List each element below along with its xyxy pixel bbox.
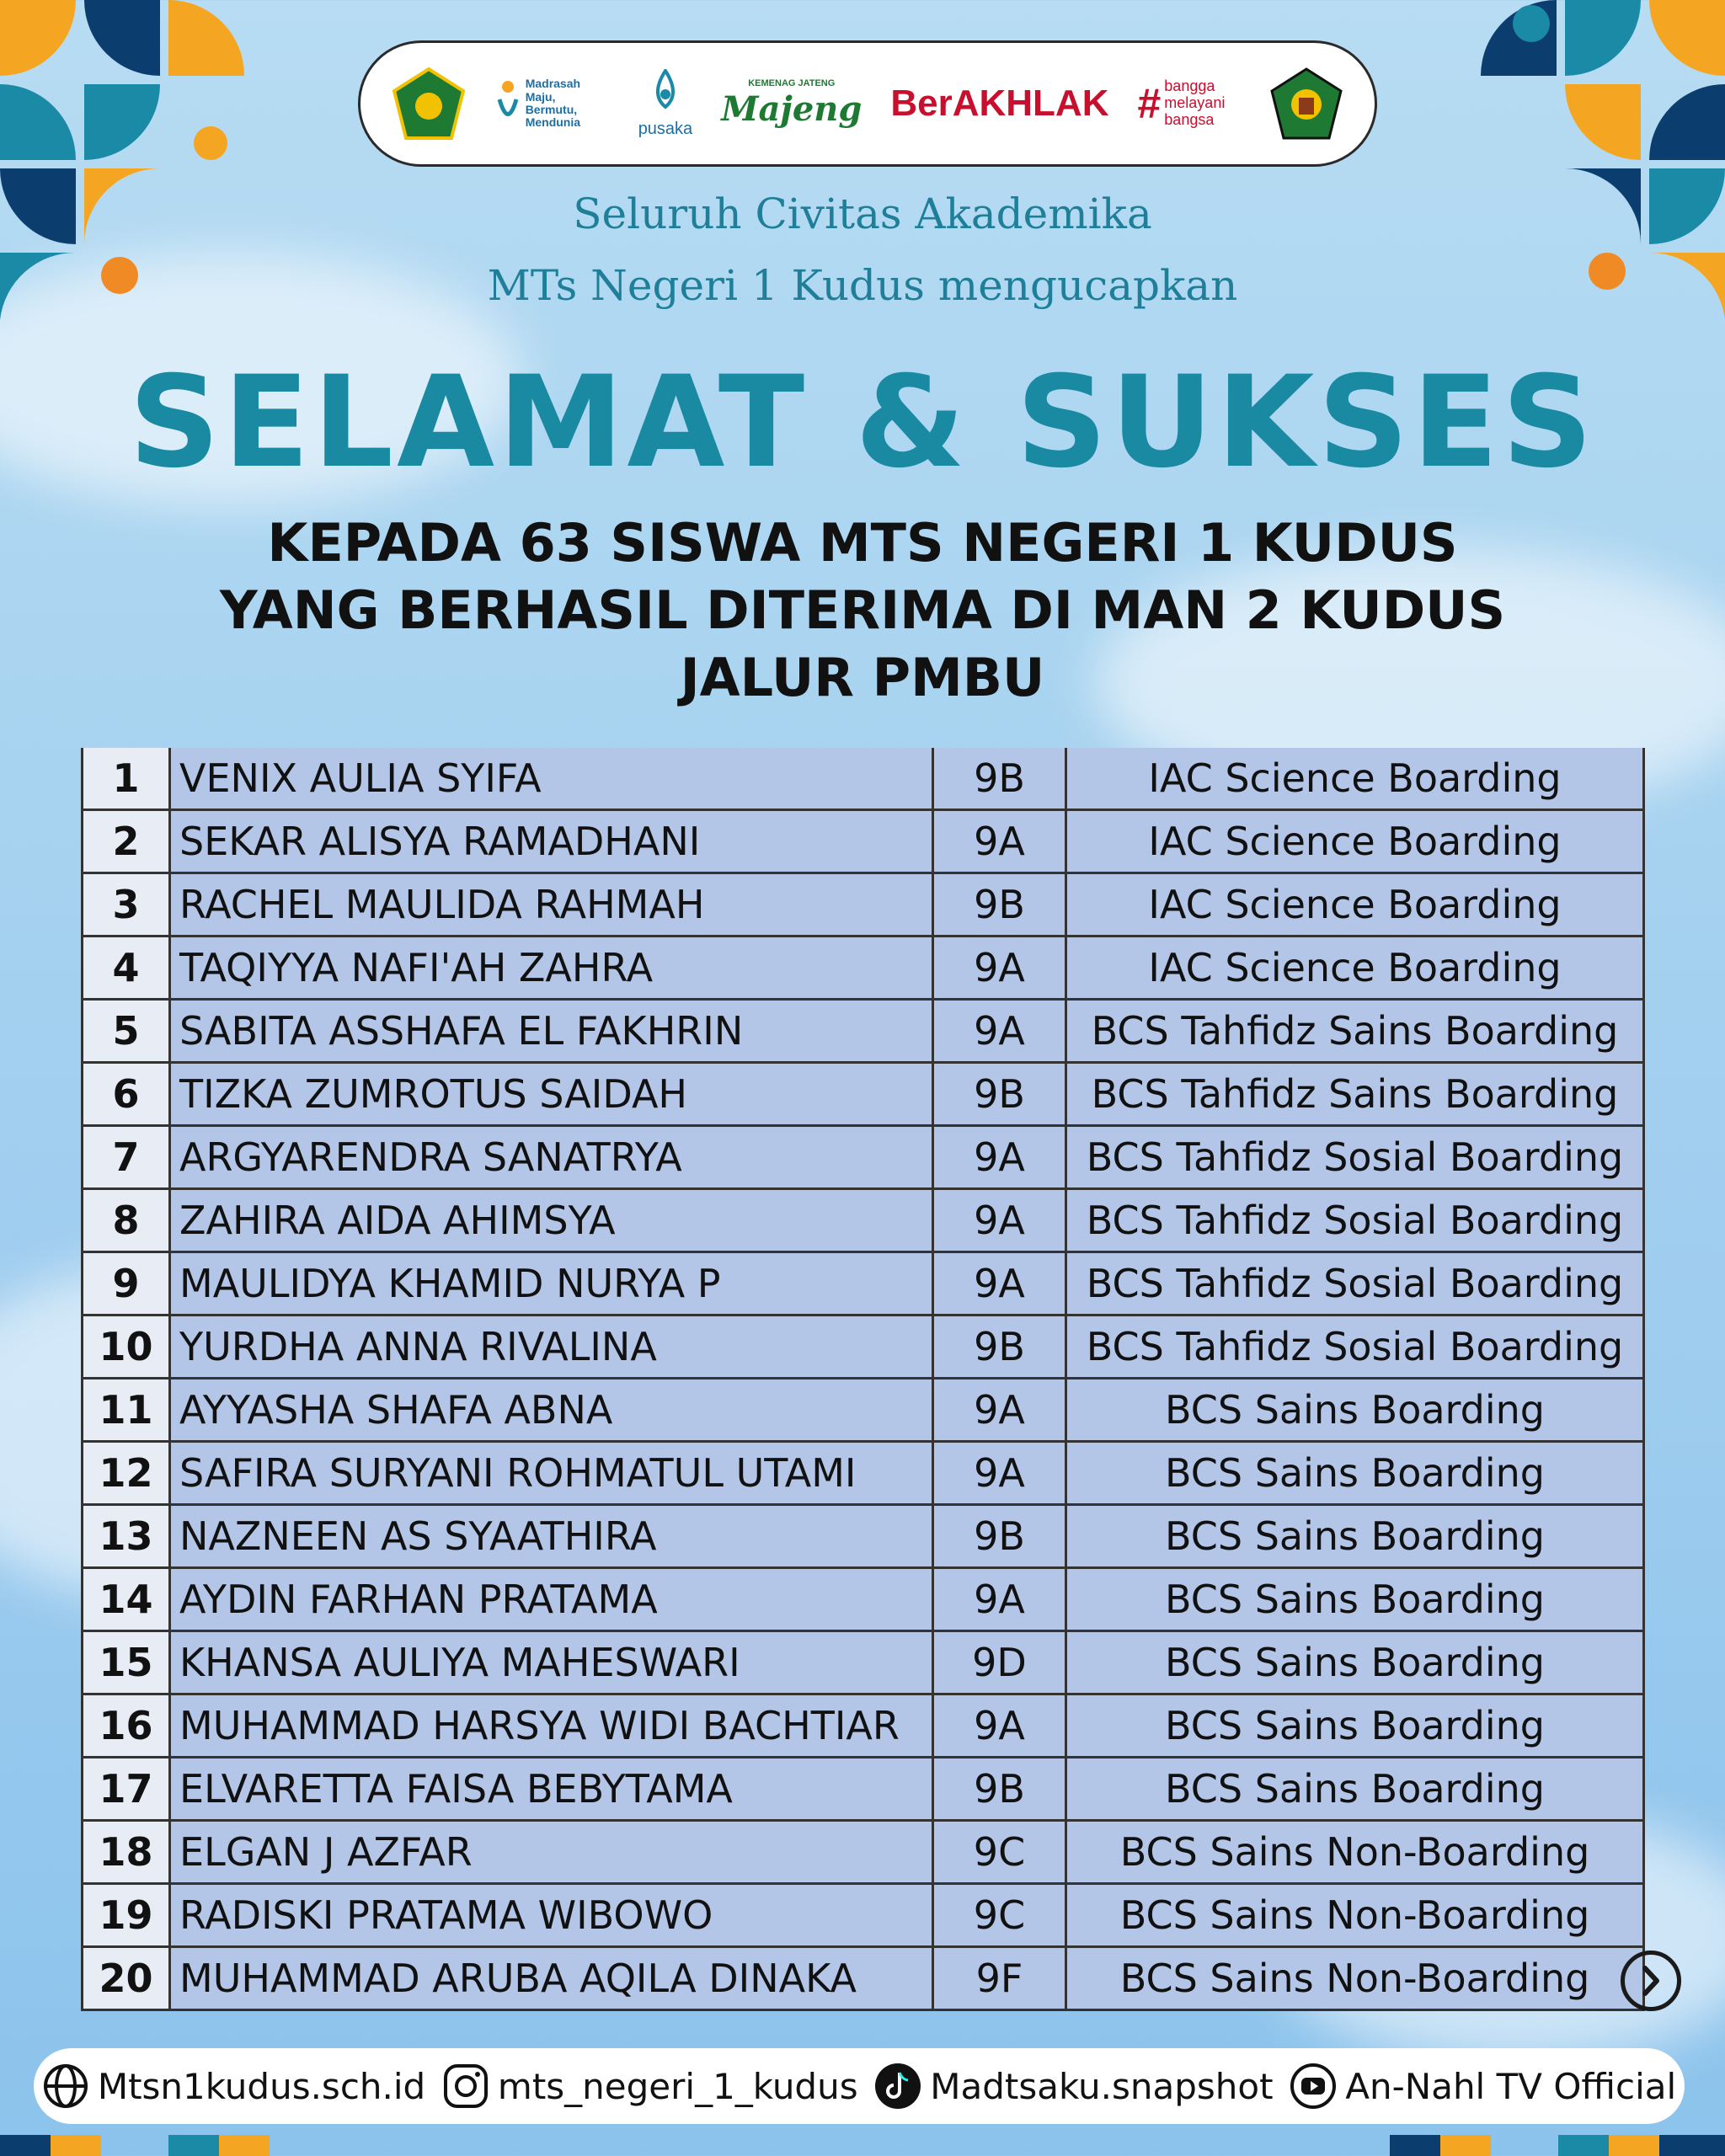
table-row [83,1315,1644,1379]
subtitle-line-3: JALUR PMBU [680,647,1045,708]
student-program: BCS Sains Boarding [1066,1694,1644,1758]
madrasah-maju-logo: Madrasah Maju, Bermutu, Mendunia [495,77,610,130]
student-name: RADISKI PRATAMA WIBOWO [170,1884,933,1947]
student-name: KHANSA AULIYA MAHESWARI [170,1631,933,1694]
student-name: TAQIYYA NAFI'AH ZAHRA [170,937,933,1000]
student-program: BCS Sains Boarding [1066,1631,1644,1694]
student-class: 9A [933,1000,1066,1063]
youtube-link[interactable] [1290,2063,1676,2110]
row-number: 13 [83,1505,170,1568]
table-row [83,1252,1644,1315]
student-class: 9A [933,1379,1066,1442]
table-row [83,1379,1644,1442]
student-program: IAC Science Boarding [1066,748,1644,810]
kemenag-logo [391,66,467,141]
subtitle-line-2: YANG BERHASIL DITERIMA DI MAN 2 KUDUS [219,579,1506,641]
row-number: 5 [83,1000,170,1063]
student-class: 9B [933,873,1066,937]
student-class: 9A [933,1126,1066,1189]
student-class: 9B [933,1315,1066,1379]
student-class: 9A [933,937,1066,1000]
tagline-line-1: Seluruh Civitas Akademika [573,189,1152,238]
student-program: BCS Sains Boarding [1066,1758,1644,1821]
table-row [83,937,1644,1000]
student-name: TIZKA ZUMROTUS SAIDAH [170,1063,933,1126]
student-program: BCS Tahfidz Sosial Boarding [1066,1189,1644,1252]
table-row [83,748,1644,810]
instagram-text: mts_negeri_1_kudus [497,2065,858,2107]
student-table-body [83,748,1644,2010]
youtube-text: An-Nahl TV Official [1345,2065,1677,2107]
row-number: 11 [83,1379,170,1442]
table-row [83,1884,1644,1947]
student-class: 9A [933,1442,1066,1505]
table-row [83,1126,1644,1189]
table-row [83,1631,1644,1694]
student-name: ELVARETTA FAISA BEBYTAMA [170,1758,933,1821]
student-name: AYYASHA SHAFA ABNA [170,1379,933,1442]
student-name: RACHEL MAULIDA RAHMAH [170,873,933,937]
tiktok-link[interactable] [874,2063,1273,2110]
website-link[interactable] [42,2063,425,2110]
table-row [83,1821,1644,1884]
kudus-logo [1268,66,1344,141]
student-program: IAC Science Boarding [1066,873,1644,937]
headline: SELAMAT & SUKSES [128,350,1597,496]
row-number: 2 [83,810,170,873]
instagram-icon [442,2063,489,2110]
student-program: BCS Tahfidz Sains Boarding [1066,1063,1644,1126]
row-number: 15 [83,1631,170,1694]
student-class: 9B [933,1063,1066,1126]
student-name: SAFIRA SURYANI ROHMATUL UTAMI [170,1442,933,1505]
table-row [83,1442,1644,1505]
student-program: BCS Tahfidz Sosial Boarding [1066,1126,1644,1189]
row-number: 10 [83,1315,170,1379]
hashtag-icon: # [1137,79,1162,127]
website-text: Mtsn1kudus.sch.id [97,2065,426,2107]
student-class: 9D [933,1631,1066,1694]
student-name: ELGAN J AZFAR [170,1821,933,1884]
row-number: 3 [83,873,170,937]
row-number: 6 [83,1063,170,1126]
student-name: MUHAMMAD ARUBA AQILA DINAKA [170,1947,933,2010]
row-number: 16 [83,1694,170,1758]
student-program: IAC Science Boarding [1066,810,1644,873]
student-program: IAC Science Boarding [1066,937,1644,1000]
student-program: BCS Tahfidz Sains Boarding [1066,1000,1644,1063]
subtitle-line-1: KEPADA 63 SISWA MTS NEGERI 1 KUDUS [267,512,1458,574]
student-program: BCS Sains Non-Boarding [1066,1821,1644,1884]
student-name: SEKAR ALISYA RAMADHANI [170,810,933,873]
table-row [83,810,1644,873]
logo-bar [358,40,1377,167]
student-class: 9F [933,1947,1066,2010]
row-number: 4 [83,937,170,1000]
student-class: 9A [933,1568,1066,1631]
row-number: 8 [83,1189,170,1252]
student-program: BCS Sains Boarding [1066,1568,1644,1631]
student-name: NAZNEEN AS SYAATHIRA [170,1505,933,1568]
student-class: 9C [933,1821,1066,1884]
globe-icon [42,2063,89,2110]
student-name: SABITA ASSHAFA EL FAKHRIN [170,1000,933,1063]
student-name: YURDHA ANNA RIVALINA [170,1315,933,1379]
chevron-right-icon [1638,1964,1664,1998]
student-program: BCS Tahfidz Sosial Boarding [1066,1315,1644,1379]
student-class: 9C [933,1884,1066,1947]
student-name: ARGYARENDRA SANATRYA [170,1126,933,1189]
row-number: 14 [83,1568,170,1631]
student-class: 9A [933,1694,1066,1758]
majeng-logo: KEMENAG JATENG Majeng [721,78,862,129]
bottom-decoration [0,2127,1725,2156]
student-table [81,748,1645,2011]
youtube-icon [1290,2063,1337,2110]
student-name: VENIX AULIA SYIFA [170,748,933,810]
table-row [83,1694,1644,1758]
row-number: 7 [83,1126,170,1189]
row-number: 12 [83,1442,170,1505]
row-number: 18 [83,1821,170,1884]
student-program: BCS Sains Boarding [1066,1442,1644,1505]
table-row [83,1000,1644,1063]
student-name: ZAHIRA AIDA AHIMSYA [170,1189,933,1252]
student-name: MUHAMMAD HARSYA WIDI BACHTIAR [170,1694,933,1758]
table-row [83,1189,1644,1252]
student-program: BCS Tahfidz Sosial Boarding [1066,1252,1644,1315]
student-class: 9A [933,810,1066,873]
tagline-line-2: MTs Negeri 1 Kudus mengucapkan [487,261,1238,310]
student-name: AYDIN FARHAN PRATAMA [170,1568,933,1631]
table-row [83,1947,1644,2010]
row-number: 17 [83,1758,170,1821]
student-class: 9B [933,1758,1066,1821]
row-number: 19 [83,1884,170,1947]
tiktok-text: Madtsaku.snapshot [930,2065,1274,2107]
student-program: BCS Sains Non-Boarding [1066,1947,1644,2010]
student-program: BCS Sains Boarding [1066,1505,1644,1568]
student-name: MAULIDYA KHAMID NURYA P [170,1252,933,1315]
table-row [83,1758,1644,1821]
student-class: 9B [933,1505,1066,1568]
bangga-melayani-logo: # bangga melayani bangsa [1137,77,1226,128]
instagram-link[interactable] [442,2063,858,2110]
table-row [83,1063,1644,1126]
berakhlak-logo: BerAKHLAK [890,83,1109,124]
pusaka-logo: pusaka [638,69,693,138]
row-number: 9 [83,1252,170,1315]
student-class: 9A [933,1252,1066,1315]
footer [34,2048,1685,2124]
student-program: BCS Sains Non-Boarding [1066,1884,1644,1947]
student-class: 9B [933,748,1066,810]
row-number: 1 [83,748,170,810]
row-number: 20 [83,1947,170,2010]
table-row [83,873,1644,937]
table-row [83,1505,1644,1568]
tiktok-icon [874,2063,921,2110]
student-program: BCS Sains Boarding [1066,1379,1644,1442]
table-row [83,1568,1644,1631]
next-page-button[interactable] [1621,1951,1681,2011]
student-class: 9A [933,1189,1066,1252]
